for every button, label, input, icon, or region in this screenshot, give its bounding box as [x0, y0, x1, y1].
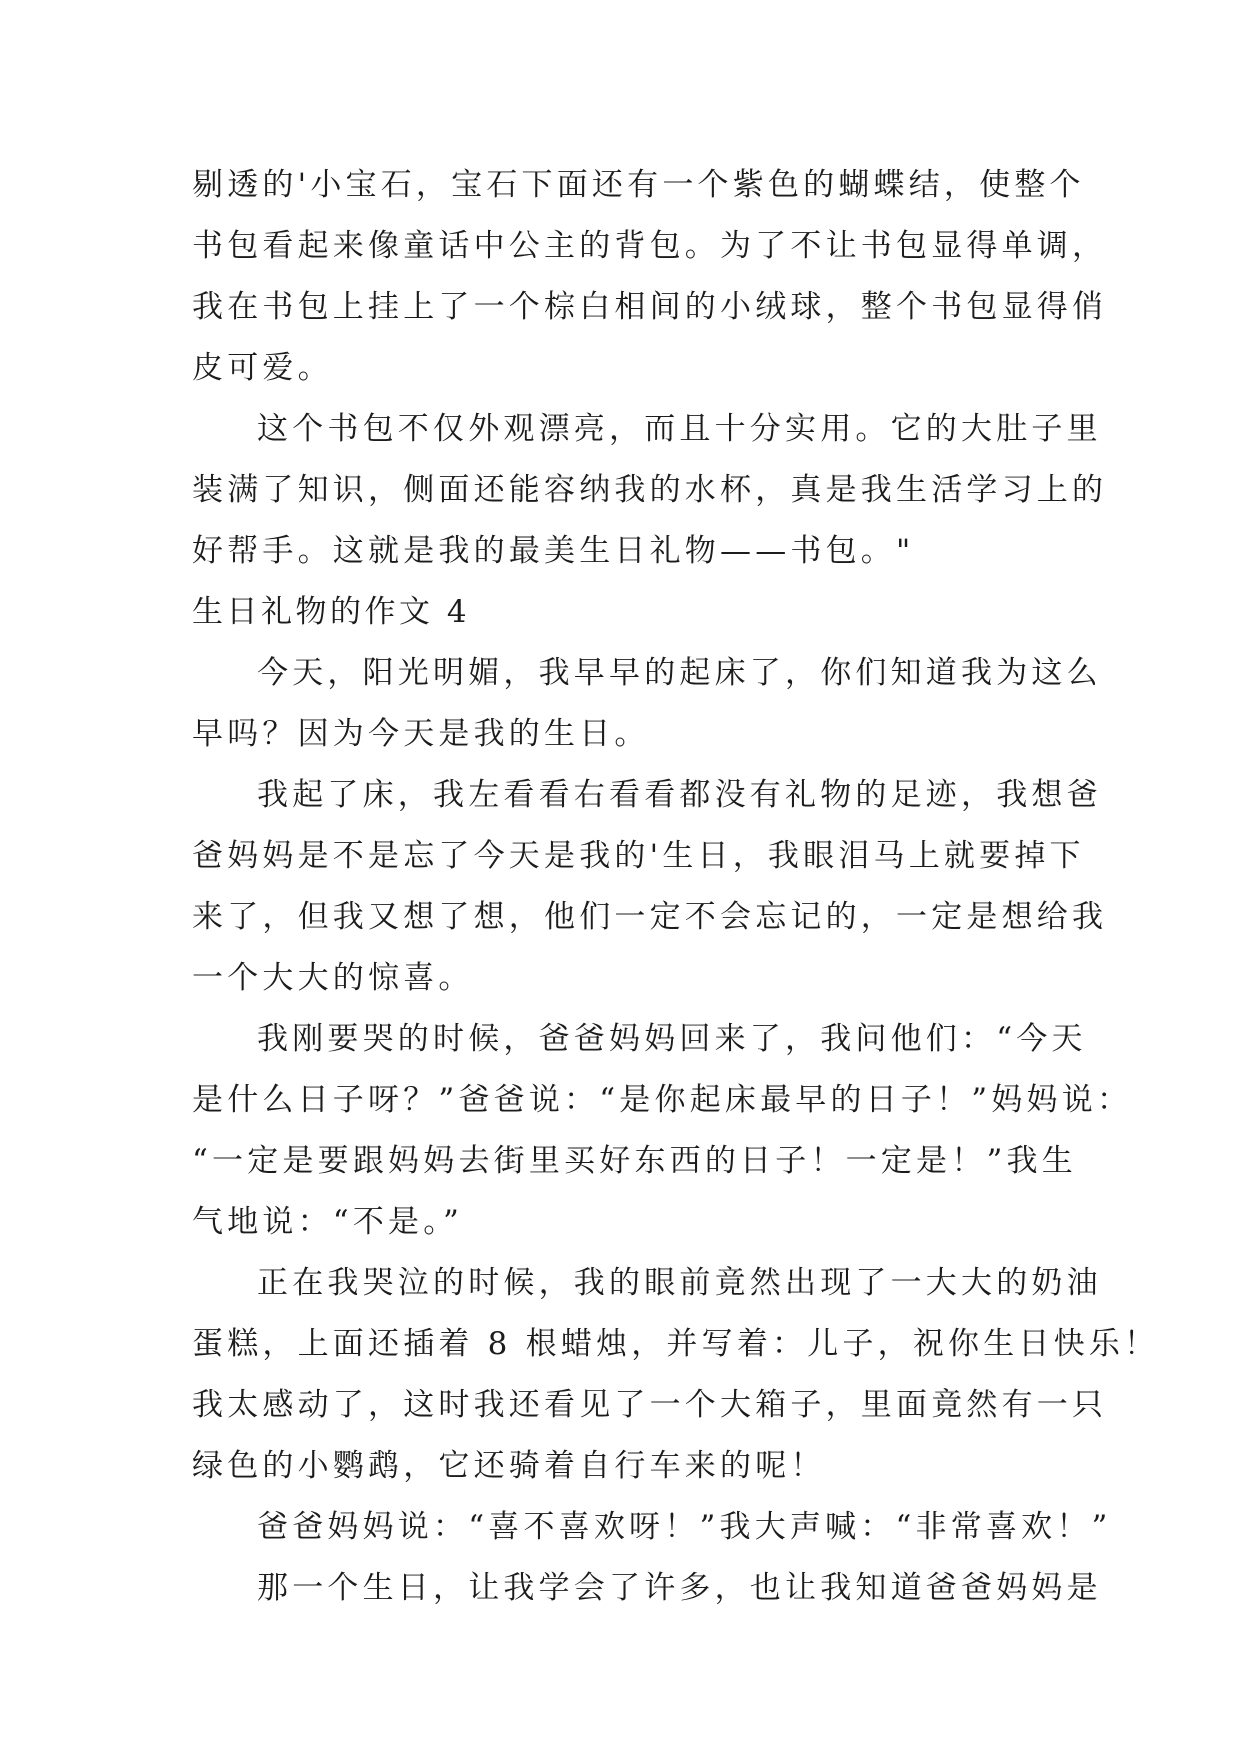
text-line: 我在书包上挂上了一个棕白相间的小绒球，整个书包显得俏: [192, 289, 1108, 325]
paragraph-first-line: 那一个生日，让我学会了许多，也让我知道爸爸妈妈是: [257, 1570, 1102, 1606]
paragraph-first-line: 正在我哭泣的时候，我的眼前竟然出现了一大大的奶油: [257, 1265, 1102, 1301]
text-line: 好帮手。这就是我的最美生日礼物——书包。": [192, 533, 915, 569]
text-line: 是什么日子呀？”爸爸说：“是你起床最早的日子！”妈妈说：: [192, 1082, 1133, 1118]
essay-body: [192, 155, 1160, 1619]
text-line: 书包看起来像童话中公主的背包。为了不让书包显得单调，: [192, 228, 1108, 264]
paragraph-first-line: 爸爸妈妈说：“喜不喜欢呀！”我大声喊：“非常喜欢！”: [257, 1509, 1112, 1545]
text-line: 早吗？因为今天是我的生日。: [192, 716, 650, 752]
text-line: 剔透的'小宝石，宝石下面还有一个紫色的蝴蝶结，使整个: [192, 167, 1085, 203]
paragraph-first-line: 今天，阳光明媚，我早早的起床了，你们知道我为这么: [257, 655, 1102, 691]
text-line: 绿色的小鹦鹉，它还骑着自行车来的呢！: [192, 1448, 826, 1484]
text-line: 气地说：“不是。”: [192, 1204, 463, 1240]
paragraph-first-line: 我刚要哭的时候，爸爸妈妈回来了，我问他们：“今天: [257, 1021, 1087, 1057]
text-line: 我太感动了，这时我还看见了一个大箱子，里面竟然有一只: [192, 1387, 1108, 1423]
text-line: 一个大大的惊喜。: [192, 960, 474, 996]
text-line: 装满了知识，侧面还能容纳我的水杯，真是我生活学习上的: [192, 472, 1108, 508]
text-line: 蛋糕，上面还插着 8 根蜡烛，并写着：儿子，祝你生日快乐！: [192, 1326, 1160, 1362]
text-line: 来了，但我又想了想，他们一定不会忘记的，一定是想给我: [192, 899, 1108, 935]
text-line: 爸妈妈是不是忘了今天是我的'生日，我眼泪马上就要掉下: [192, 838, 1085, 874]
paragraph-first-line: 我起了床，我左看看右看看都没有礼物的足迹，我想爸: [257, 777, 1102, 813]
text-line: 皮可爱。: [192, 350, 333, 386]
section-heading: 生日礼物的作文 4: [192, 594, 471, 630]
text-line: “一定是要跟妈妈去街里买好东西的日子！一定是！”我生: [192, 1143, 1077, 1179]
paragraph-first-line: 这个书包不仅外观漂亮，而且十分实用。它的大肚子里: [257, 411, 1102, 447]
